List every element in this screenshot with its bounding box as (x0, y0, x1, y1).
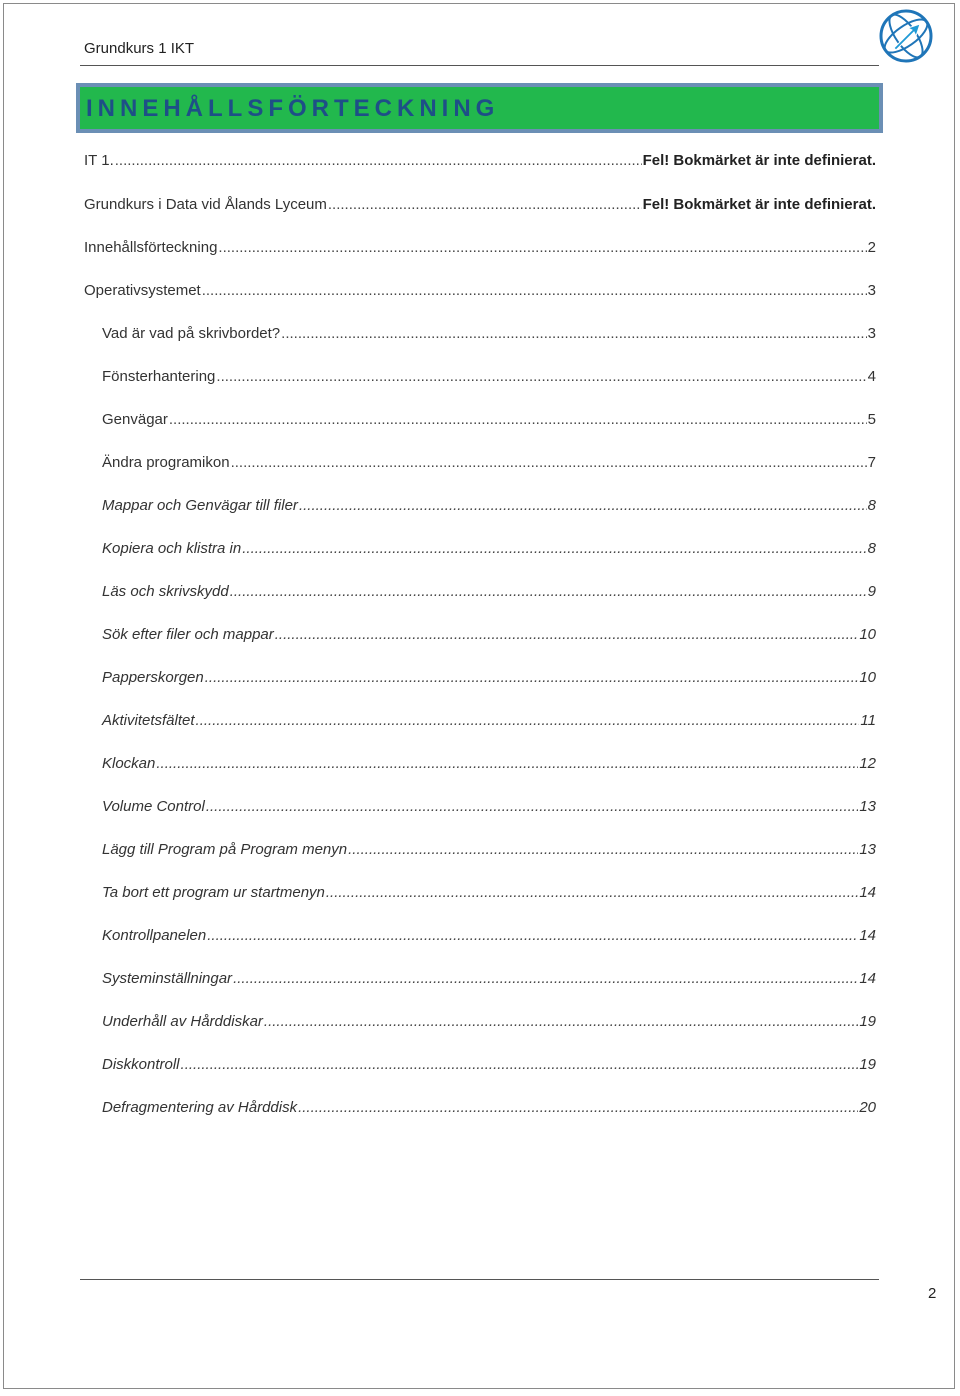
toc-entry[interactable] (102, 841, 876, 858)
toc-entry-label: Underhåll av Hårddiskar (102, 1013, 263, 1030)
dot-leader (328, 196, 642, 213)
toc-entry[interactable] (102, 325, 876, 342)
toc-entry[interactable] (102, 1099, 876, 1116)
dot-leader (281, 325, 867, 342)
globe-arrow-logo-icon (878, 8, 934, 64)
toc-entry[interactable] (102, 669, 876, 686)
header-rule (80, 65, 879, 66)
toc-entry-label: Volume Control (102, 798, 205, 815)
toc-entry-label: Mappar och Genvägar till filer (102, 497, 298, 514)
dot-leader (298, 1099, 858, 1116)
toc-entry[interactable] (102, 411, 876, 428)
toc-entry-label: Vad är vad på skrivbordet? (102, 325, 281, 342)
toc-entry[interactable] (102, 454, 876, 471)
toc-entry[interactable] (102, 497, 876, 514)
toc-entry[interactable] (102, 1013, 876, 1030)
dot-leader (231, 454, 867, 471)
page-number: 2 (928, 1285, 937, 1302)
toc-entry[interactable] (102, 755, 876, 772)
toc-entry-label: Sök efter filer och mappar (102, 626, 274, 643)
toc-entry[interactable] (102, 626, 876, 643)
toc-entry[interactable] (84, 239, 876, 256)
toc-entry-label: Kontrollpanelen (102, 927, 207, 944)
toc-entry-label: Aktivitetsfältet (102, 712, 195, 729)
toc-entry[interactable] (102, 884, 876, 901)
toc-entry-label: Defragmentering av Hårddisk (102, 1099, 298, 1116)
toc-entry-page: 19 (859, 1056, 876, 1073)
dot-leader (326, 884, 858, 901)
running-header-title: Grundkurs 1 IKT (84, 40, 195, 57)
toc-entry-label: Klockan (102, 755, 156, 772)
toc-entry-page: 7 (867, 454, 876, 471)
dot-leader (202, 282, 867, 299)
toc-entry[interactable] (102, 712, 876, 729)
toc-entry-label: Genvägar (102, 411, 168, 428)
toc-entry-page: 11 (860, 712, 876, 729)
toc-entry-page: 3 (867, 325, 876, 342)
toc-entry-label: Fönsterhantering (102, 368, 216, 385)
toc-entry[interactable] (84, 152, 876, 169)
dot-leader (156, 755, 858, 772)
dot-leader (207, 927, 858, 944)
toc-entry[interactable] (84, 196, 876, 213)
toc-entry-label: Lägg till Program på Program menyn (102, 841, 348, 858)
dot-leader (169, 411, 867, 428)
toc-entry-label: IT 1. (84, 152, 114, 169)
toc-entry-label: Läs och skrivskydd (102, 583, 229, 600)
dot-leader (206, 798, 858, 815)
toc-entry-page: 5 (867, 411, 876, 428)
toc-entry[interactable] (102, 540, 876, 557)
toc-entry-page: 9 (867, 583, 876, 600)
toc-entry[interactable] (84, 282, 876, 299)
dot-leader (115, 152, 642, 169)
toc-entry-label: Grundkurs i Data vid Ålands Lyceum (84, 196, 327, 213)
toc-entry-page: 3 (867, 282, 876, 299)
toc-entry-page: Fel! Bokmärket är inte definierat. (642, 152, 876, 169)
toc-entry-page: 8 (867, 540, 876, 557)
toc-entry-label: Diskkontroll (102, 1056, 180, 1073)
toc-entry[interactable] (102, 1056, 876, 1073)
dot-leader (196, 712, 860, 729)
dot-leader (299, 497, 867, 514)
toc-entry[interactable] (102, 583, 876, 600)
dot-leader (233, 970, 858, 987)
toc-entry-page: 2 (867, 239, 876, 256)
dot-leader (205, 669, 859, 686)
toc-entry-page: 13 (859, 841, 876, 858)
toc-entry-label: Operativsystemet (84, 282, 201, 299)
dot-leader (242, 540, 866, 557)
toc-entry[interactable] (102, 927, 876, 944)
toc-entry-label: Papperskorgen (102, 669, 204, 686)
toc-entry[interactable] (102, 798, 876, 815)
toc-entry-page: 8 (867, 497, 876, 514)
toc-entry-label: Innehållsförteckning (84, 239, 218, 256)
dot-leader (348, 841, 858, 858)
toc-entry-label: Ta bort ett program ur startmenyn (102, 884, 325, 901)
toc-entry-label: Ändra programikon (102, 454, 230, 471)
toc-entry-page: 4 (867, 368, 876, 385)
toc-entry-page: 14 (859, 970, 876, 987)
toc-entry-page: 20 (859, 1099, 876, 1116)
dot-leader (218, 239, 866, 256)
toc-entry-label: Kopiera och klistra in (102, 540, 242, 557)
toc-heading: INNEHÅLLSFÖRTECKNING (86, 95, 500, 122)
toc-entry-page: 12 (859, 755, 876, 772)
footer-rule (80, 1279, 879, 1280)
toc-entry-page: 19 (859, 1013, 876, 1030)
toc-entry-page: 10 (859, 626, 876, 643)
toc-entry-page: Fel! Bokmärket är inte definierat. (642, 196, 876, 213)
dot-leader (264, 1013, 858, 1030)
toc-entry-page: 14 (859, 884, 876, 901)
dot-leader (275, 626, 859, 643)
toc-entry-label: Systeminställningar (102, 970, 233, 987)
toc-entry-page: 14 (859, 927, 876, 944)
dot-leader (181, 1056, 859, 1073)
toc-entry-page: 10 (859, 669, 876, 686)
toc-entry-page: 13 (859, 798, 876, 815)
toc-entry[interactable] (102, 368, 876, 385)
toc-heading-box (76, 83, 883, 133)
toc-entry[interactable] (102, 970, 876, 987)
dot-leader (216, 368, 866, 385)
dot-leader (230, 583, 867, 600)
